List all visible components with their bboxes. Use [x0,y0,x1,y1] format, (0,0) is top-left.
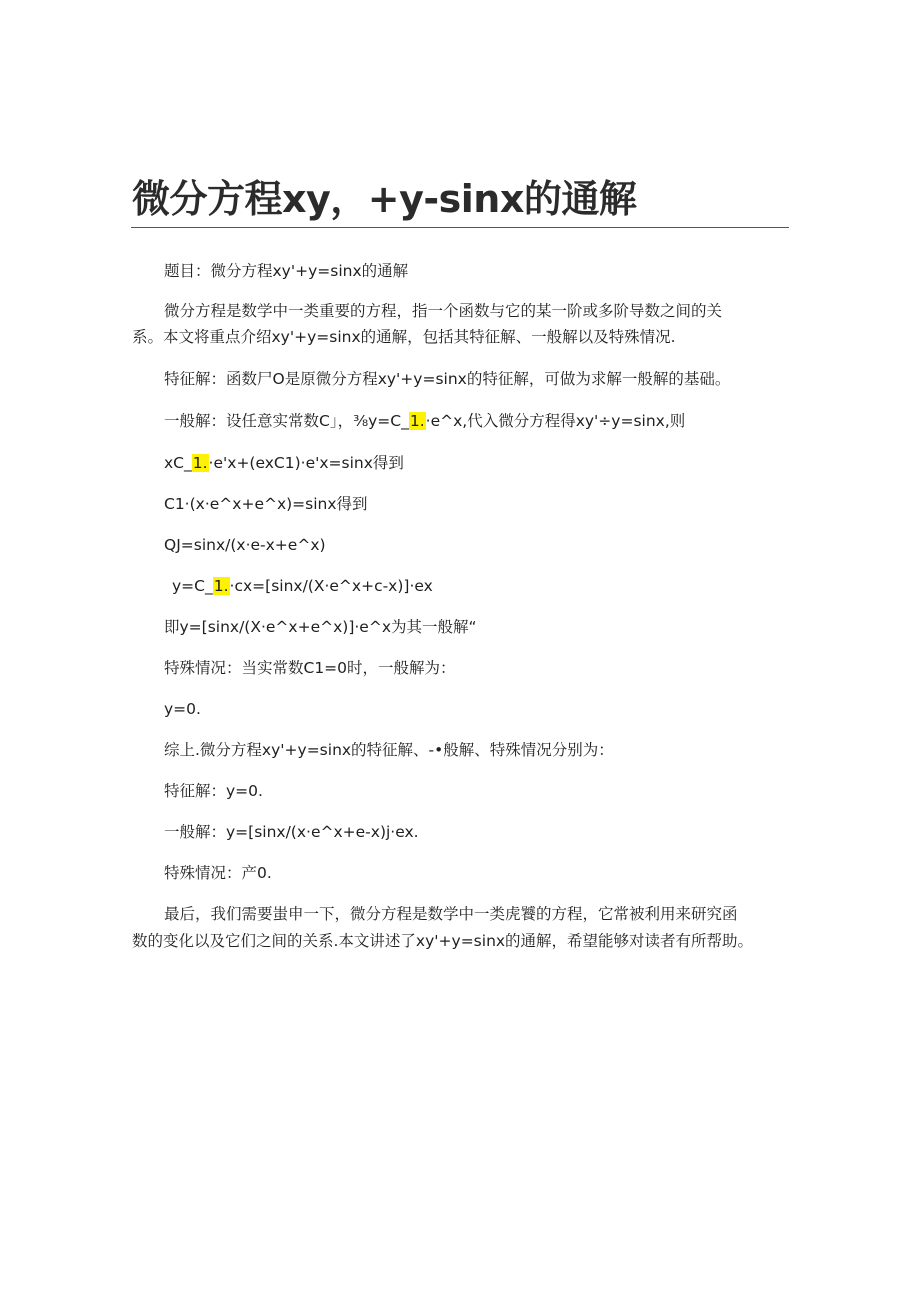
conclusion-line-1: 最后，我们需要蚩申一下，微分方程是数学中一类虎饕的方程，它常被利用来研究函 [164,905,738,923]
general-solution-text-b: ·e^x,代入微分方程得xy'÷y=sinx,则 [425,412,686,430]
equation-line-3: QJ=sinx/(x·e-x+e^x) [164,536,326,554]
conclusion-line-2: 数的变化以及它们之间的关系.本文讲述了xy'+y=sinx的通解，希望能够对读者有所帮助。 [132,932,754,950]
equation-line-4 [172,575,433,597]
highlight-mark: 1. [192,454,208,472]
intro-line-1: 微分方程是数学中一类重要的方程，指一个函数与它的某一阶或多阶导数之间的关 [164,302,723,320]
problem-statement: 题目：微分方程xy'+y=sinx的通解 [164,262,409,280]
equation-1-text-b: ·e'x+(exC1)·e'x=sinx得到 [208,454,404,472]
summary-line: 综上.微分方程xy'+y=sinx的特征解、-•般解、特殊情况分别为： [164,741,614,759]
special-case-line: 特殊情况：当实常数C1=0时，一般解为： [164,659,456,677]
characteristic-solution: 特征解：函数尸O是原微分方程xy'+y=sinx的特征解，可做为求解一般解的基础。 [164,370,731,388]
summary-characteristic: 特征解：y=0. [164,782,263,800]
equation-4-text-b: ·cx=[sinx/(X·e^x+c-x)]·ex [229,577,433,595]
summary-general: 一般解：y=[sinx/(x·e^x+e-x)j·ex. [164,823,419,841]
highlight-mark: 1. [213,577,229,595]
equation-line-1 [164,452,404,474]
equation-4-text-a: y=C_ [172,577,213,595]
highlight-mark: 1. [409,412,425,430]
general-solution-line [164,410,685,432]
summary-special: 特殊情况：产0. [164,864,272,882]
intro-line-2: 系。本文将重点介绍xy'+y=sinx的通解，包括其特征解、一般解以及特殊情况. [132,328,676,346]
equation-1-text-a: xC_ [164,454,192,472]
page-title: 微分方程xy，+y-sinx的通解 [132,177,637,221]
title-divider [131,227,789,228]
general-solution-text-a: 一般解：设任意实常数C」，⅜y=C_ [164,412,409,430]
equation-line-2: C1·(x·e^x+e^x)=sinx得到 [164,495,368,513]
general-solution-result: 即y=[sinx/(X·e^x+e^x)]·e^x为其一般解“ [164,618,477,636]
special-case-result: y=0. [164,700,201,718]
